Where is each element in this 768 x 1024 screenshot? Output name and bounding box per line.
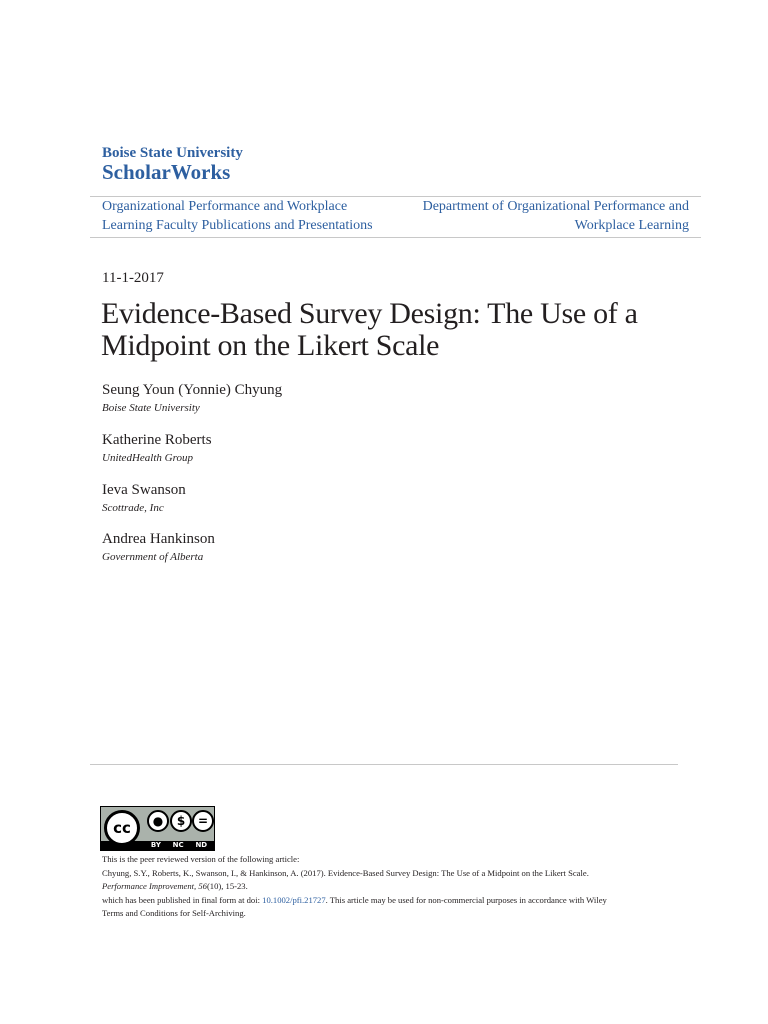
collection-left-line1[interactable]: Organizational Performance and Workplace: [102, 199, 348, 214]
publication-date: 11-1-2017: [102, 270, 164, 286]
title-line1: Evidence-Based Survey Design: The Use of a: [101, 297, 638, 330]
collection-link-right[interactable]: [389, 197, 689, 235]
footer-divider: [90, 764, 678, 765]
cc-by-nc-nd-icon[interactable]: [100, 806, 215, 851]
title-line2: Midpoint on the Likert Scale: [101, 329, 440, 362]
author-name[interactable]: Ieva Swanson: [102, 482, 186, 498]
repository-name[interactable]: ScholarWorks: [102, 160, 231, 184]
cc-logo-icon: cc: [104, 810, 140, 846]
citation-issue: (10), 15-23.: [206, 881, 248, 892]
citation-note: [102, 853, 682, 921]
cc-label-nc: NC: [172, 840, 184, 849]
noderivatives-icon: =: [192, 810, 214, 832]
author-affiliation: Boise State University: [102, 402, 200, 414]
noncommercial-icon: $: [170, 810, 192, 832]
author-block: [102, 530, 215, 565]
author-block: [102, 431, 212, 466]
author-name[interactable]: Andrea Hankinson: [102, 531, 215, 547]
university-name: Boise State University: [102, 145, 243, 161]
citation-terms: Terms and Conditions for Self-Archiving.: [102, 908, 246, 919]
author-affiliation: Government of Alberta: [102, 551, 204, 563]
citation-reference: Chyung, S.Y., Roberts, K., Swanson, I., & Hankinson, A. (2017). Evidence-Based Survey Design: The Use of a Midpoint on the Likert Scale.: [102, 867, 589, 878]
citation-doi-prefix: which has been published in final form at doi:: [102, 894, 263, 905]
attribution-icon: ●: [147, 810, 169, 832]
author-name[interactable]: Katherine Roberts: [102, 432, 212, 448]
citation-doi-line: [102, 894, 682, 908]
article-title: [101, 298, 661, 362]
author-block: [102, 381, 282, 416]
citation-intro: This is the peer reviewed version of the following article:: [102, 854, 300, 864]
collection-divider: [90, 237, 701, 238]
cc-label-by: BY: [150, 840, 161, 849]
citation-journal: Performance Improvement, 56: [102, 881, 207, 892]
author-affiliation: Scottrade, Inc: [102, 502, 164, 514]
author-affiliation: UnitedHealth Group: [102, 452, 193, 464]
collection-right-line1[interactable]: Department of Organizational Performance and: [422, 199, 689, 214]
doi-link[interactable]: 10.1002/pfi.21727: [262, 894, 326, 905]
collection-link-left[interactable]: [102, 197, 402, 235]
cc-label-nd: ND: [195, 840, 208, 849]
collection-left-line2[interactable]: Learning Faculty Publications and Presentations: [102, 218, 373, 233]
cc-labels: [145, 840, 213, 849]
citation-journal-line: [102, 880, 682, 894]
citation-doi-suffix: . This article may be used for non-commercial purposes in accordance with Wiley: [325, 894, 607, 905]
collection-right-line2[interactable]: Workplace Learning: [574, 218, 689, 233]
author-block: [102, 481, 186, 516]
author-name[interactable]: Seung Youn (Yonnie) Chyung: [102, 382, 283, 398]
